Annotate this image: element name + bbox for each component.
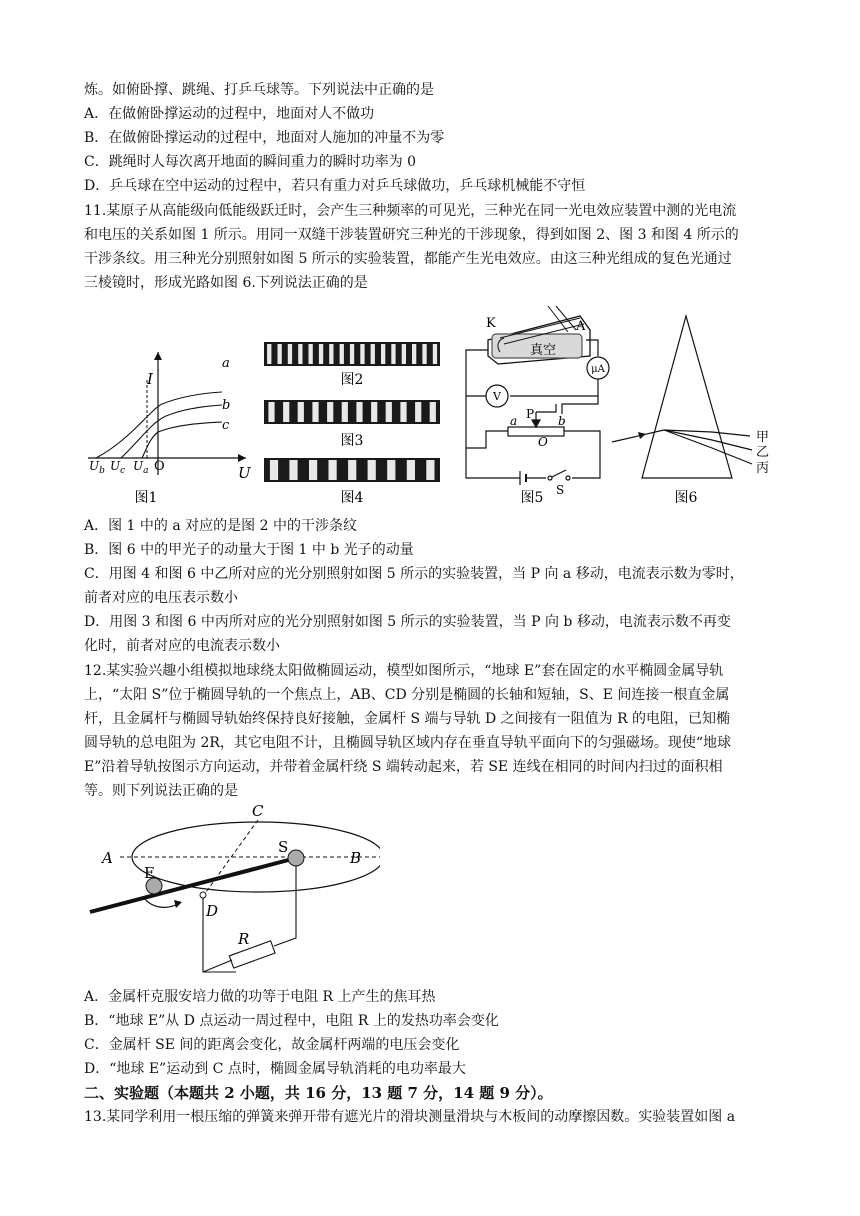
q12-stem-line-4: 圆导轨的总电阻为 2R，其它电阻不计，且椭圆导轨区域内存在垂直导轨平面向下的匀强磁场。现使“地球 xyxy=(84,735,732,751)
q12-label-d: D xyxy=(206,902,219,920)
bright-fringe xyxy=(422,344,426,364)
fig4-caption: 图4 xyxy=(340,490,364,506)
bright-fringe xyxy=(329,460,337,480)
bright-fringe xyxy=(309,344,313,364)
section2-title: 二、实验题（本题共 2 小题，共 16 分，13 题 7 分，14 题 9 分）。 xyxy=(84,1084,553,1102)
fig3-fringes xyxy=(264,400,440,424)
bright-fringe xyxy=(371,402,377,422)
q10-option-b: B．在做俯卧撑运动的过程中，地面对人施加的冲量不为零 xyxy=(84,130,445,146)
bright-fringe xyxy=(342,402,348,422)
fig4-fringes xyxy=(264,458,440,482)
fig5-label-vacuum: 真空 xyxy=(530,343,557,358)
fig1-curve-b: b xyxy=(222,398,231,413)
bright-fringe xyxy=(387,460,395,480)
fig1-caption: 图1 xyxy=(134,490,158,506)
fig1-curve-c: c xyxy=(222,418,230,433)
bright-fringe xyxy=(360,344,364,364)
bright-fringe xyxy=(381,344,385,364)
q12-ellipse-figure xyxy=(80,800,380,982)
fig2-fringes xyxy=(264,342,440,366)
bright-fringe xyxy=(407,460,415,480)
fig1-axis-i: I xyxy=(147,370,153,388)
fig1-axis-u: U xyxy=(238,464,251,482)
q12-stem-line-6: 等。则下列说法正确的是 xyxy=(84,783,238,799)
q11-stem-line-1: 11.某原子从高能级向低能级跃迁时，会产生三种频率的可见光，三种光在同一光电效应装置中测的光电流 xyxy=(84,203,737,219)
bright-fringe xyxy=(391,344,395,364)
bright-fringe xyxy=(327,402,333,422)
q10-option-a: A．在做俯卧撑运动的过程中，地面对人不做功 xyxy=(84,106,375,122)
bright-fringe xyxy=(433,344,437,364)
bright-fringe xyxy=(426,460,434,480)
bright-fringe xyxy=(270,460,278,480)
q11-stem-line-2: 和电压的关系如图 1 所示。用同一双缝干涉装置研究三种光的干涉现象，得到如图 2、图 3 和图 4 所示的 xyxy=(84,227,739,243)
q12-stem-line-5: E”沿着导轨按图示方向运动，并带着金属杆绕 S 端转动起来，若 SE 连线在相同的时间内扫过的面积相 xyxy=(84,759,723,775)
q11-option-c-line-1: C．用图 4 和图 6 中乙所对应的光分别照射如图 5 所示的实验装置，当 P 向 a 移动，电流表示数为零时， xyxy=(84,566,744,582)
q12-label-s: S xyxy=(278,838,289,856)
fig6-ray-jia: 甲 xyxy=(756,430,770,445)
q12-label-e: E xyxy=(144,864,155,882)
fig5-label-pa: a xyxy=(510,414,518,428)
q13-stem: 13.某同学利用一根压缩的弹簧来弹开带有遮光片的滑块测量滑块与木板间的动摩擦因数。实验装置如图 a xyxy=(84,1109,736,1125)
fig3-caption: 图3 xyxy=(340,433,364,449)
q12-option-d: D．“地球 E”运动到 C 点时，椭圆金属导轨消耗的电功率最大 xyxy=(84,1061,466,1077)
q11-option-d-line-1: D．用图 3 和图 6 中丙所对应的光分别照射如图 5 所示的实验装置，当 P 向 b 移动，电流表示数不再变 xyxy=(84,614,731,630)
q11-option-b: B．图 6 中的甲光子的动量大于图 1 中 b 光子的动量 xyxy=(84,542,414,558)
bright-fringe xyxy=(340,344,344,364)
q12-option-c: C．金属杆 SE 间的距离会变化，故金属杆两端的电压会变化 xyxy=(84,1037,460,1053)
fig1-origin: O xyxy=(154,459,165,474)
bright-fringe xyxy=(356,402,362,422)
bright-fringe xyxy=(371,344,375,364)
bright-fringe xyxy=(415,402,421,422)
q12-label-c: C xyxy=(252,802,264,820)
bright-fringe xyxy=(312,402,318,422)
bright-fringe xyxy=(400,402,406,422)
bright-fringe xyxy=(268,402,274,422)
bright-fringe xyxy=(329,344,333,364)
bright-fringe xyxy=(402,344,406,364)
fig5-label-ammeter: μA xyxy=(591,364,605,375)
bright-fringe xyxy=(412,344,416,364)
bright-fringe xyxy=(309,460,317,480)
q12-label-b: B xyxy=(350,849,362,867)
q11-stem-line-4: 三棱镜时，形成光路如图 6.下列说法正确的是 xyxy=(84,275,368,291)
q12-stem-line-1: 12.某实验兴趣小组模拟地球绕太阳做椭圆运动，模型如图所示，“地球 E”套在固定的水平椭圆金属导轨 xyxy=(84,663,724,679)
q12-label-a: A xyxy=(102,849,113,867)
q10-option-c: C．跳绳时人每次离开地面的瞬间重力的瞬时功率为 0 xyxy=(84,154,417,170)
bright-fringe xyxy=(267,344,271,364)
q11-option-d-line-2: 化时，前者对应的电流表示数小 xyxy=(84,638,280,654)
q12-stem-line-3: 杆，且金属杆与椭圆导轨始终保持良好接触，金属杆 S 端与导轨 D 之间接有一阻值为 R 的电阻，已知椭 xyxy=(84,711,731,727)
q11-stem-line-3: 干涉条纹。用三种光分别照射如图 5 所示的实验装置，都能产生光电效应。由这三种光组成的复色光通过 xyxy=(84,251,732,267)
bright-fringe xyxy=(283,402,289,422)
fig2-caption: 图2 xyxy=(340,372,364,388)
q10-option-d: D．乒乓球在空中运动的过程中，若只有重力对乒乓球做功，乒乓球机械能不守恒 xyxy=(84,178,586,194)
fig6-ray-bing: 丙 xyxy=(756,461,770,476)
bright-fringe xyxy=(298,344,302,364)
fig1-tick-ub: $U_b$ xyxy=(89,459,105,476)
q11-option-a: A．图 1 中的 a 对应的是图 2 中的干涉条纹 xyxy=(84,518,357,534)
fig5-label-pb: b xyxy=(558,414,566,428)
bright-fringe xyxy=(298,402,304,422)
bright-fringe xyxy=(350,344,354,364)
fig6-ray-yi: 乙 xyxy=(756,445,770,460)
bright-fringe xyxy=(430,402,436,422)
q10-stem: 炼。如俯卧撑、跳绳、打乒乓球等。下列说法中正确的是 xyxy=(84,82,434,98)
fig5-label-k: K xyxy=(486,316,496,331)
fig6-caption: 图6 xyxy=(674,490,698,506)
q12-stem-line-2: 上，“太阳 S”位于椭圆导轨的一个焦点上，AB、CD 分别是椭圆的长轴和短轴，S、E 间连接一根直金属 xyxy=(84,687,730,703)
bright-fringe xyxy=(289,460,297,480)
bright-fringe xyxy=(278,344,282,364)
q11-figures xyxy=(0,300,860,515)
fig5-label-a: A xyxy=(576,319,586,334)
q12-option-b: B．“地球 E”从 D 点运动一周过程中，电阻 R 上的发热功率会变化 xyxy=(84,1013,499,1029)
q12-option-a: A．金属杆克服安培力做的功等于电阻 R 上产生的焦耳热 xyxy=(84,989,436,1005)
fig5-label-p: P xyxy=(526,407,535,421)
bright-fringe xyxy=(288,344,292,364)
bright-fringe xyxy=(319,344,323,364)
q11-option-c-line-2: 前者对应的电压表示数小 xyxy=(84,590,238,606)
fig6-prism xyxy=(612,316,752,478)
fig1-iu-graph xyxy=(88,352,252,506)
bright-fringe xyxy=(368,460,376,480)
bright-fringe xyxy=(386,402,392,422)
fig5-label-voltmeter: V xyxy=(493,390,501,403)
bright-fringe xyxy=(348,460,356,480)
fig1-curve-a: a xyxy=(222,356,230,371)
fig1-tick-uc: $U_c$ xyxy=(110,459,126,476)
q12-label-r: R xyxy=(238,930,250,948)
fig1-tick-ua: $U_a$ xyxy=(133,459,149,476)
fig5-circuit xyxy=(466,306,609,485)
fig5-label-o: O xyxy=(538,435,548,449)
fig5-label-s: S xyxy=(556,483,565,497)
fig5-caption: 图5 xyxy=(520,490,544,506)
